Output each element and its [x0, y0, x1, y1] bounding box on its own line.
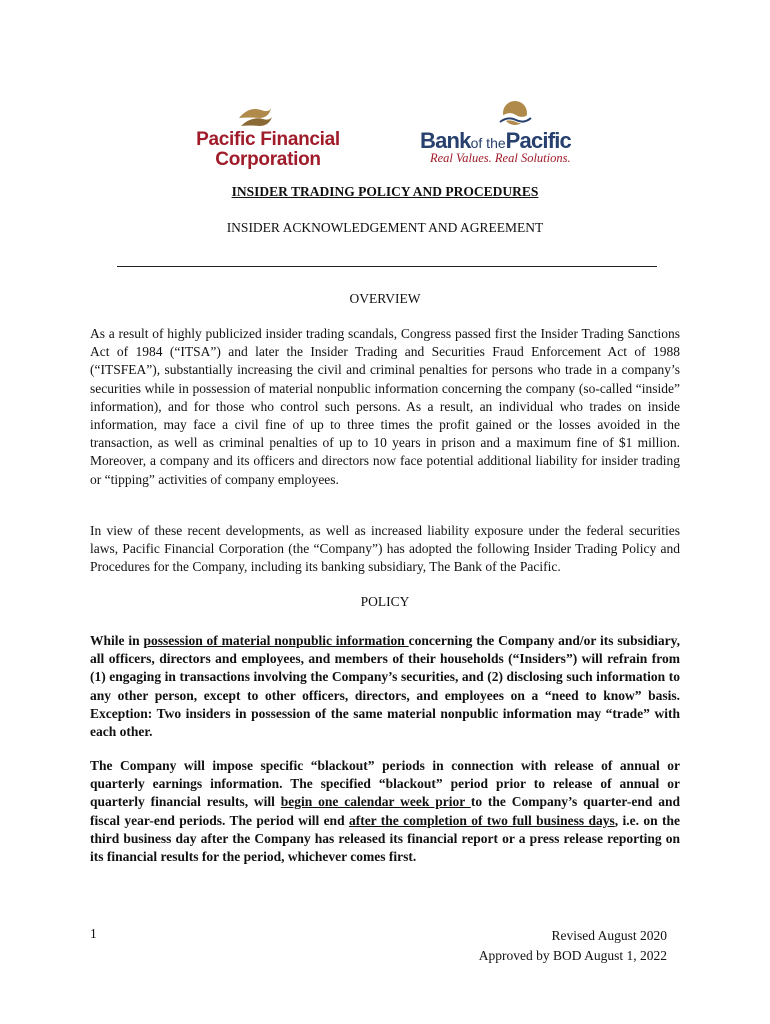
pfc-logo-line2: Corporation [215, 149, 321, 170]
policy-paragraph-1 [90, 632, 680, 741]
document-subtitle: INSIDER ACKNOWLEDGEMENT AND AGREEMENT [226, 220, 544, 235]
overview-heading: OVERVIEW [349, 291, 421, 306]
policy-p2-underlined-1: begin one calendar week prior [280, 794, 471, 810]
pfc-emblem-icon [235, 104, 275, 130]
bop-logo-tagline: Real Values. Real Solutions. [430, 151, 571, 165]
pfc-logo-line1: Pacific Financial [196, 129, 340, 150]
bop-emblem-icon [496, 100, 534, 130]
policy-heading: POLICY [360, 594, 410, 609]
bop-logo-ofthe: of the [470, 135, 506, 151]
policy-p2-text-c: , i.e. on the third business day after the Company has released its financial report or a press release reporting on its financial results for the period, whichever comes first. [90, 812, 681, 865]
revision-info [479, 926, 667, 966]
policy-p2-text-a: The Company will impose specific “blackout” periods in connection with release of annual or quarterly earnings information. The specified “blackout” period prior to release of annual or quarterly financial results, will [90, 758, 680, 810]
bank-of-the-pacific-logo [420, 100, 595, 170]
policy-p2-text-b: to the Company’s quarter-end and fiscal year-end periods. The period will end [90, 794, 681, 828]
bop-logo-bank: Bank [420, 128, 471, 153]
page-number: 1 [90, 926, 97, 941]
policy-p2-underlined-2: after the completion of two full business days [348, 812, 615, 828]
horizontal-divider [117, 266, 657, 267]
bop-logo-pacific: Pacific [505, 128, 571, 153]
policy-p1-text-a: While in [90, 633, 144, 648]
revised-date: Revised August 2020 [551, 928, 667, 943]
overview-paragraph-1: As a result of highly publicized insider trading scandals, Congress passed first the Insider Trading Sanctions Act of 1984 (“ITSA”) and later the Insider Trading and Securities Fraud Enforcement Act of 1988 (“ITSFEA”), substantially increasing the civil and criminal penalties for persons who trade in a company’s securities while in possession of material nonpublic information concerning the company (so-called “inside” information), and for those who control such persons. As a result, an individual who trades on inside information, may face a civil fine of up to three times the profit gained or the losses avoided in the transaction, as well as criminal penalties of up to 10 years in prison and a maximum fine of $1 million. Moreover, a company and its officers and directors now face potential additional liability for insider trading or “tipping” activities of company employees. [90, 326, 680, 487]
policy-p1-underlined: possession of material nonpublic information [143, 633, 409, 648]
policy-p1-text-b: concerning the Company and/or its subsidiary, all officers, directors and employees, and members of their households (“Insiders”) will refrain from (1) engaging in transactions involving the Company’s securities, and (2) disclosing such information to any other person, except to other officers, directors, and employees on a “need to know” basis. Exception: Two insiders in possession of the same material nonpublic information may “trade” with each other. [90, 633, 681, 740]
pacific-financial-logo [183, 104, 353, 170]
pfc-logo-text [183, 130, 353, 170]
document-title: INSIDER TRADING POLICY AND PROCEDURES [231, 184, 539, 199]
approved-date: Approved by BOD August 1, 2022 [478, 948, 667, 963]
policy-paragraph-2 [90, 757, 680, 866]
overview-paragraph-2: In view of these recent developments, as well as increased liability exposure under the federal securities laws, Pacific Financial Corporation (the “Company”) has adopted the following Insider Trading Policy and Procedures for the Company, including its banking subsidiary, The Bank of the Pacific. [90, 523, 680, 575]
